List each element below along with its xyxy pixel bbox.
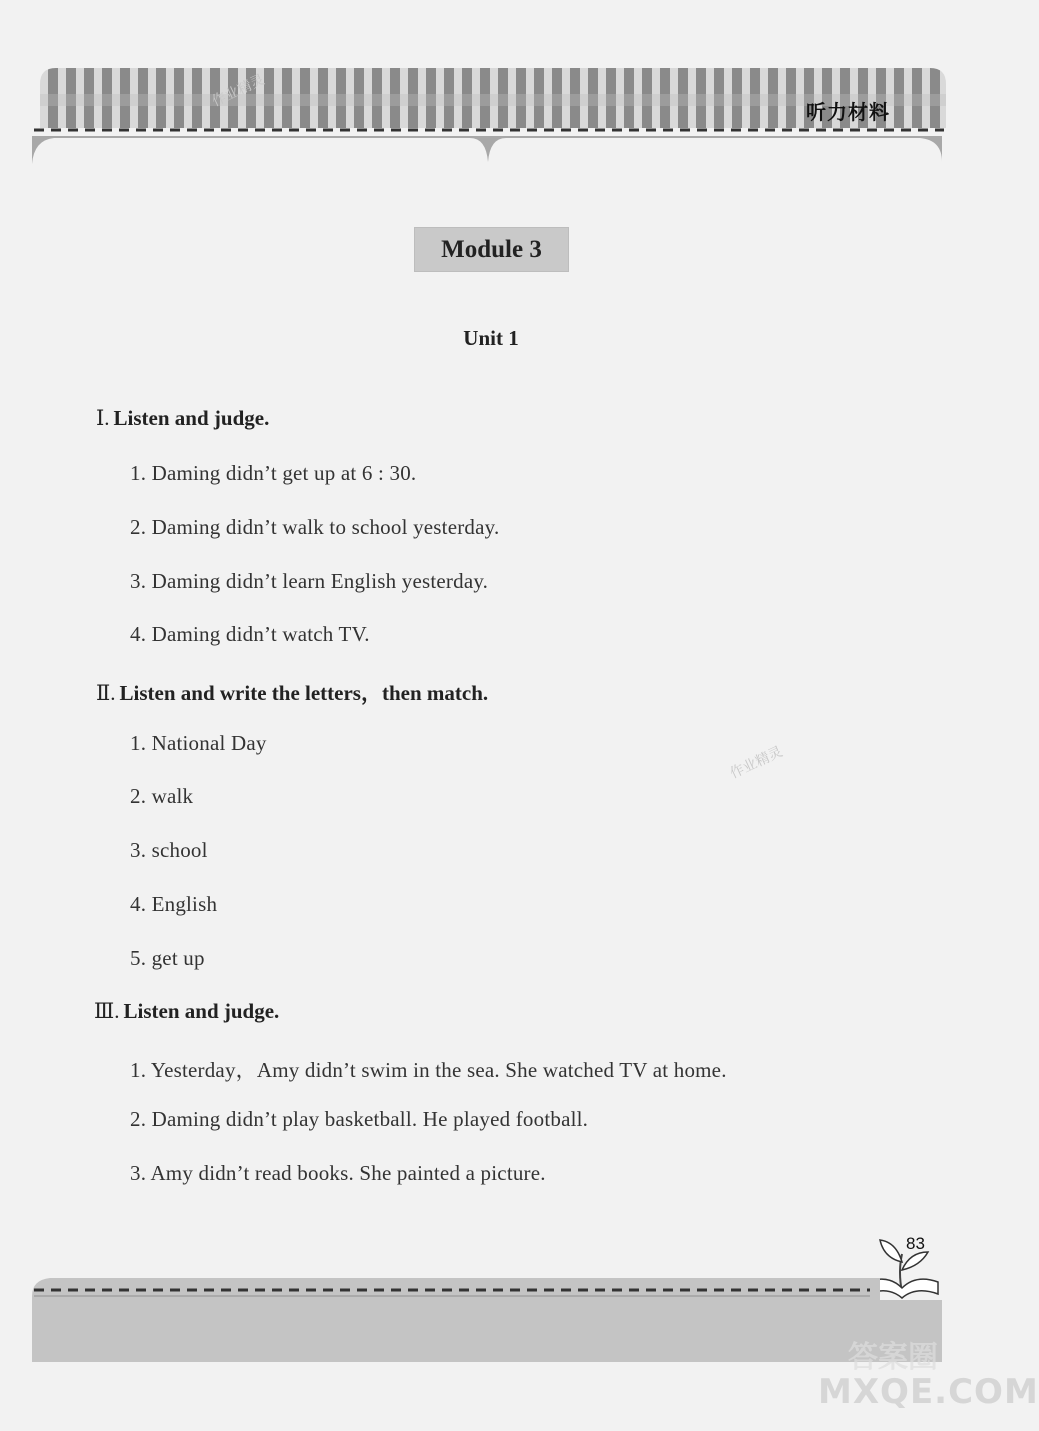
list-item: 3. school bbox=[130, 838, 208, 862]
list-item: 3. Amy didn’t read books. She painted a picture. bbox=[130, 1161, 546, 1185]
list-item: 2. Daming didn’t walk to school yesterday. bbox=[130, 515, 500, 539]
header-banner bbox=[30, 66, 948, 166]
list-item: 5. get up bbox=[130, 946, 205, 970]
list-item: 2. Daming didn’t play basketball. He played football. bbox=[130, 1107, 589, 1131]
page-number: 83 bbox=[906, 1234, 925, 1253]
list-item: 4. Daming didn’t watch TV. bbox=[130, 622, 370, 646]
section-heading-1 bbox=[96, 406, 269, 431]
list-item: 2. walk bbox=[130, 784, 194, 808]
list-item: 1. Daming didn’t get up at 6 : 30. bbox=[130, 461, 417, 485]
header-title: 听力材料 bbox=[806, 100, 890, 124]
watermark-stamp: 作业精灵 bbox=[727, 743, 786, 782]
section-heading-text: Listen and write the letters，then match. bbox=[119, 681, 489, 705]
watermark-stamp: 作业精灵 bbox=[209, 71, 268, 110]
section-heading-text: Listen and judge. bbox=[113, 406, 270, 430]
list-item: 3. Daming didn’t learn English yesterday. bbox=[130, 569, 489, 593]
section-heading-text: Listen and judge. bbox=[123, 999, 280, 1023]
list-item: 1. National Day bbox=[130, 731, 267, 755]
section-heading-2 bbox=[96, 677, 488, 707]
footer-band-graphic bbox=[30, 1272, 944, 1366]
section-heading-3 bbox=[94, 999, 279, 1024]
section-numeral: Ⅰ. bbox=[96, 406, 110, 430]
watermark-site: MXQE.COM bbox=[818, 1372, 1039, 1412]
list-item: 4. English bbox=[130, 892, 218, 916]
module-title: Module 3 bbox=[415, 228, 568, 271]
watermark-site-cn: 答案圈 bbox=[848, 1340, 938, 1375]
footer-band bbox=[30, 1272, 944, 1366]
list-item: 1. Yesterday，Amy didn’t swim in the sea. She watched TV at home. bbox=[130, 1058, 727, 1082]
unit-title: Unit 1 bbox=[463, 326, 519, 350]
section-numeral: Ⅱ. bbox=[96, 681, 116, 705]
section-numeral: Ⅲ. bbox=[94, 999, 120, 1023]
